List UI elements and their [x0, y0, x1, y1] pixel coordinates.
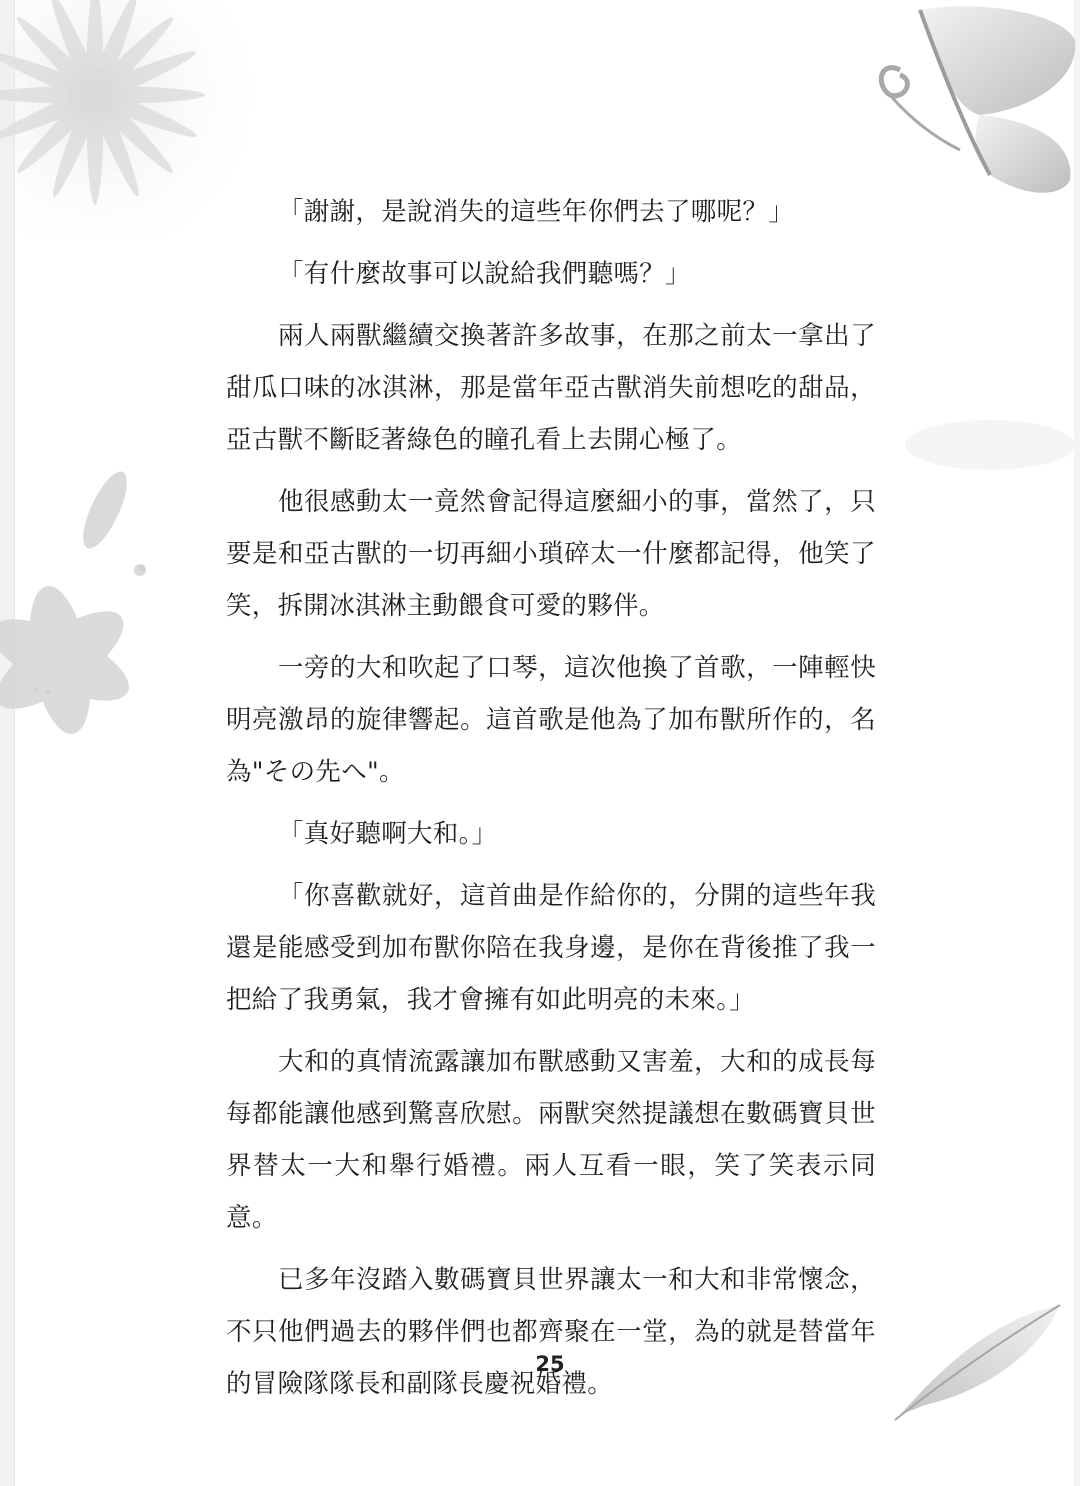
paragraph: 一旁的大和吹起了口琴，這次他換了首歌，一陣輕快明亮激昂的旋律響起。這首歌是他為了加布獸所作的，名為"その先へ"。	[226, 653, 876, 787]
paragraph: 已多年沒踏入數碼寶貝世界讓太一和大和非常懷念，不只他們過去的夥伴們也都齊聚在一堂，為的就是替當年的冒險隊隊長和副隊長慶祝婚禮。	[226, 1265, 876, 1399]
paragraph: 「謝謝，是說消失的這些年你們去了哪呢？」	[278, 197, 795, 227]
body-text	[226, 186, 876, 1420]
flower-icon	[0, 470, 180, 770]
paragraph: 「你喜歡就好，這首曲是作給你的，分開的這些年我還是能感受到加布獸你陪在我身邊，是你在背後推了我一把給了我勇氣，我才會擁有如此明亮的未來。」	[226, 881, 876, 1015]
paragraph: 「有什麼故事可以說給我們聽嗎？」	[278, 259, 691, 289]
paragraph: 兩人兩獸繼續交換著許多故事，在那之前太一拿出了甜瓜口味的冰淇淋，那是當年亞古獸消失前想吃的甜品，亞古獸不斷眨著綠色的瞳孔看上去開心極了。	[226, 321, 876, 455]
paragraph: 「真好聽啊大和。」	[278, 819, 498, 849]
page-right-edge	[1074, 0, 1080, 1486]
paragraph: 他很感動太一竟然會記得這麼細小的事，當然了，只要是和亞古獸的一切再細小瑣碎太一什麼都記得，他笑了笑，拆開冰淇淋主動餵食可愛的夥伴。	[226, 487, 876, 621]
butterfly-icon	[860, 0, 1080, 210]
paragraph: 大和的真情流露讓加布獸感動又害羞，大和的成長每每都能讓他感到驚喜欣慰。兩獸突然提議想在數碼寶貝世界替太一大和舉行婚禮。兩人互看一眼，笑了笑表示同意。	[226, 1047, 876, 1233]
smudge-decoration	[900, 400, 1080, 490]
page-number: 25	[535, 1352, 565, 1376]
